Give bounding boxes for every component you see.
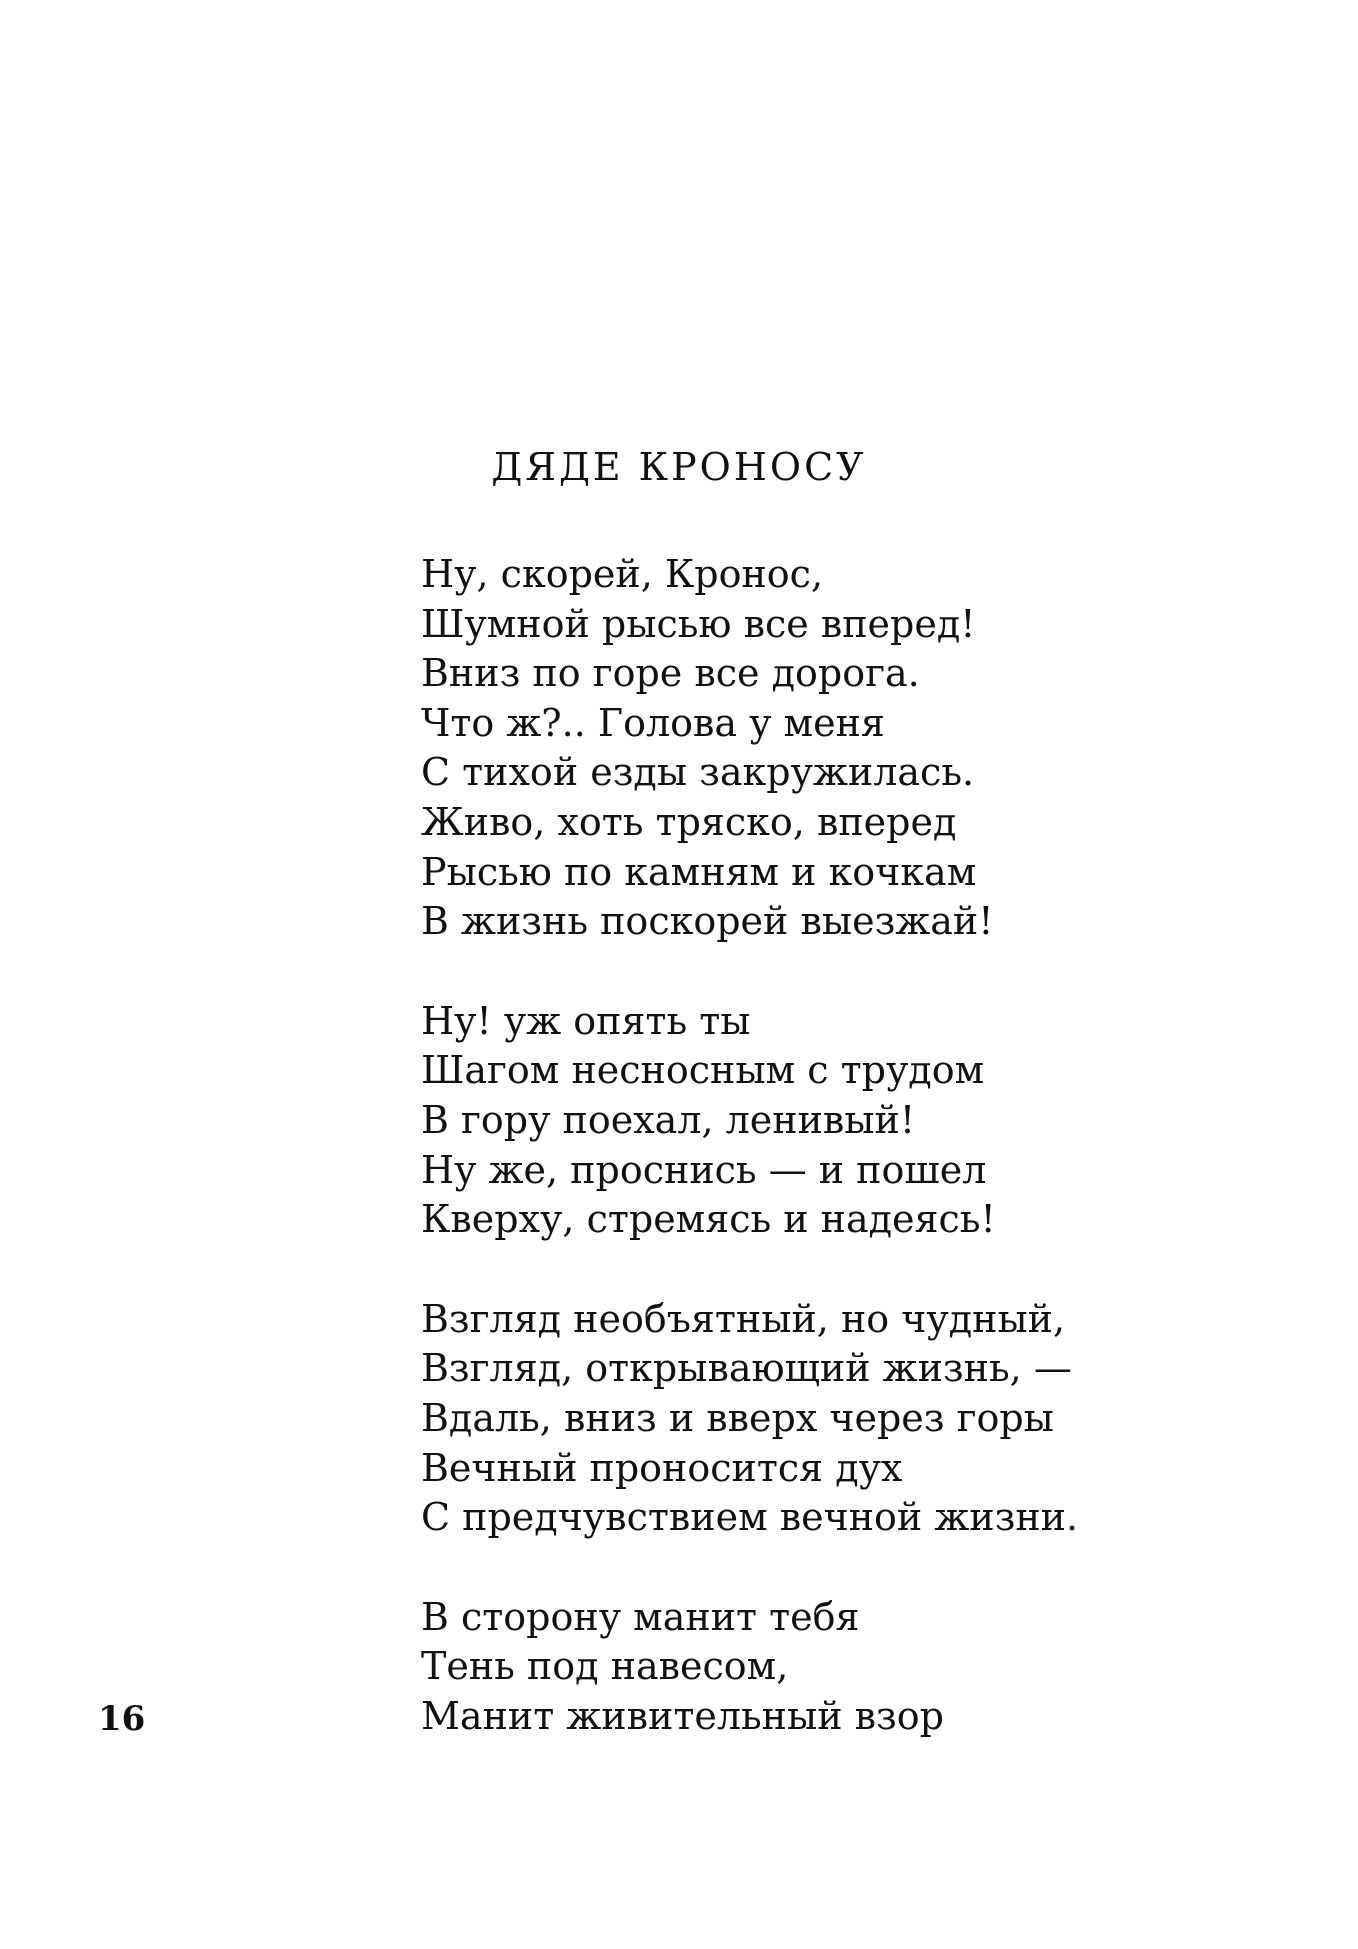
poem-line: Вниз по горе все дорога.: [421, 651, 920, 696]
stanza-3: [421, 1295, 1321, 1543]
stanza-2: [421, 997, 1321, 1245]
poem-line: Манит живительный взор: [421, 1693, 944, 1738]
poem-line: С тихой езды закружилась.: [421, 750, 975, 795]
poem-line: Рысью по камням и кочкам: [421, 849, 977, 894]
poem-line: Живо, хоть тряско, вперед: [421, 799, 957, 844]
page-number: 16: [98, 1699, 146, 1739]
stanza-4: [421, 1593, 1321, 1742]
poem-line: Кверху, стремясь и надеясь!: [421, 1197, 996, 1242]
poem-line: Вечный проносится дух: [421, 1445, 903, 1490]
poem-body: [421, 550, 1321, 1791]
poem-line: Вдаль, вниз и вверх через горы: [421, 1395, 1054, 1440]
poem-title: ДЯДЕ КРОНОСУ: [491, 445, 867, 489]
poem-line: Что ж?.. Голова у меня: [421, 700, 885, 745]
poem-line: Ну же, проснись — и пошел: [421, 1147, 987, 1192]
poem-line: Взгляд необъятный, но чудный,: [421, 1296, 1066, 1341]
poem-line: В сторону манит тебя: [421, 1594, 860, 1639]
poem-line: Ну! уж опять ты: [421, 998, 751, 1043]
poem-line: Шагом несносным с трудом: [421, 1048, 985, 1093]
poem-line: С предчувствием вечной жизни.: [421, 1495, 1079, 1540]
poem-line: Шумной рысью все вперед!: [421, 601, 976, 646]
poem-line: Ну, скорей, Кронос,: [421, 552, 824, 596]
stanza-1: [421, 550, 1321, 947]
poem-line: Взгляд, открывающий жизнь, —: [421, 1346, 1072, 1391]
poem-line: Тень под навесом,: [421, 1644, 789, 1689]
poem-line: В гору поехал, ленивый!: [421, 1097, 916, 1142]
poem-line: В жизнь поскорей выезжай!: [421, 899, 994, 944]
